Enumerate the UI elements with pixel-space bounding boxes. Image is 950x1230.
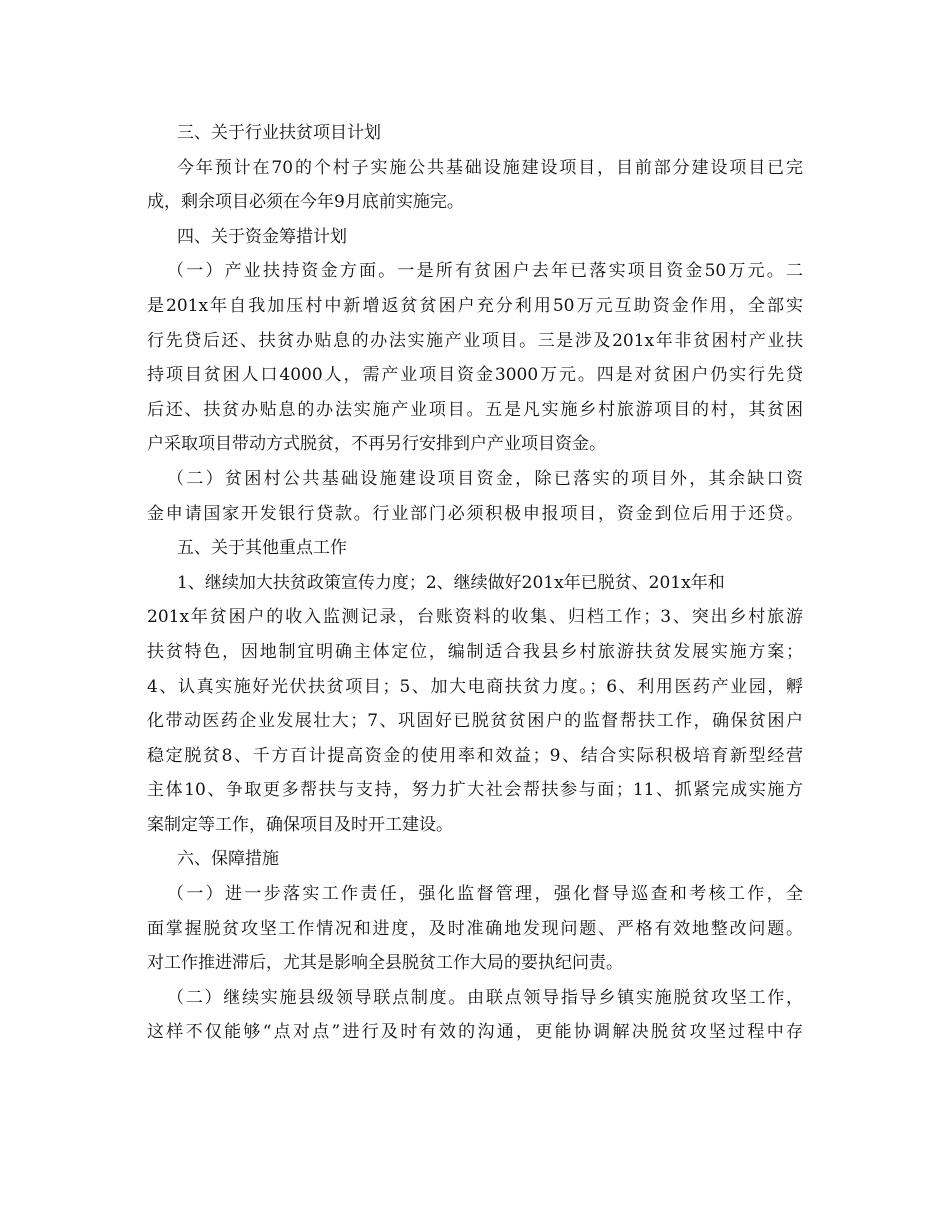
- paragraph-line: 面掌握脱贫攻坚工作情况和进度，及时准确地发现问题、严格有效地整改问题。: [147, 918, 803, 939]
- paragraph-line: 是201x年自我加压村中新增返贫贫困户充分利用50万元互助资金作用，全部实: [147, 295, 803, 316]
- paragraph-line: 稳定脱贫8、千方百计提高资金的使用率和效益；9、结合实际积极培育新型经营: [147, 745, 803, 766]
- paragraph-line: 成，剩余项目必须在今年9月底前实施完。: [147, 192, 464, 213]
- paragraph-line: 4、认真实施好光伏扶贫项目；5、加大电商扶贫力度。；6、利用医药产业园，孵: [147, 676, 803, 697]
- paragraph-line: 主体10、争取更多帮扶与支持，努力扩大社会帮扶参与面；11、抓紧完成实施方: [147, 780, 803, 801]
- paragraph-line: 案制定等工作，确保项目及时开工建设。: [147, 814, 453, 835]
- paragraph-line: 化带动医药企业发展壮大；7、巩固好已脱贫贫困户的监督帮扶工作，确保贫困户: [147, 711, 803, 732]
- paragraph-line: 金申请国家开发银行贷款。行业部门必须积极申报项目，资金到位后用于还贷。: [147, 503, 803, 524]
- paragraph-line: （二）继续实施县级领导联点制度。由联点领导指导乡镇实施脱贫攻坚工作，: [167, 987, 803, 1008]
- section-heading: 六、保障措施: [177, 849, 279, 870]
- section-heading: 三、关于行业扶贫项目计划: [177, 123, 381, 143]
- paragraph-line: 后还、扶贫办贴息的办法实施产业项目。五是凡实施乡村旅游项目的村，其贫困: [147, 399, 803, 420]
- paragraph-line: 持项目贫困人口4000人，需产业项目资金3000万元。四是对贫困户仍实行先贷: [147, 365, 803, 386]
- paragraph-line: 今年预计在70的个村子实施公共基础设施建设项目，目前部分建设项目已完: [177, 157, 803, 178]
- paragraph-line: 户采取项目带动方式脱贫，不再另行安排到户产业项目资金。: [147, 434, 606, 455]
- paragraph-line: 扶贫特色，因地制宜明确主体定位，编制适合我县乡村旅游扶贫发展实施方案；: [147, 641, 803, 662]
- section-heading: 四、关于资金筹措计划: [177, 226, 347, 247]
- paragraph-line: 1、继续加大扶贫政策宣传力度；2、继续做好201x年已脱贫、201x年和: [177, 572, 725, 593]
- paragraph-line: 201x年贫困户的收入监测记录，台账资料的收集、归档工作；3、突出乡村旅游: [147, 607, 803, 628]
- document-body: [147, 116, 803, 1050]
- paragraph-line: 行先贷后还、扶贫办贴息的办法实施产业项目。三是涉及201x年非贫困村产业扶: [147, 330, 803, 351]
- paragraph-line: 对工作推进滞后，尤其是影响全县脱贫工作大局的要执纪问责。: [147, 953, 623, 974]
- paragraph-line: 这样不仅能够“点对点”进行及时有效的沟通，更能协调解决脱贫攻坚过程中存: [147, 1022, 803, 1043]
- paragraph-line: （一）产业扶持资金方面。一是所有贫困户去年已落实项目资金50万元。二: [167, 261, 803, 282]
- section-heading: 五、关于其他重点工作: [177, 538, 347, 559]
- paragraph-line: （二）贫困村公共基础设施建设项目资金，除已落实的项目外，其余缺口资: [167, 468, 803, 489]
- paragraph-line: （一）进一步落实工作责任，强化监督管理，强化督导巡查和考核工作，全: [167, 884, 803, 905]
